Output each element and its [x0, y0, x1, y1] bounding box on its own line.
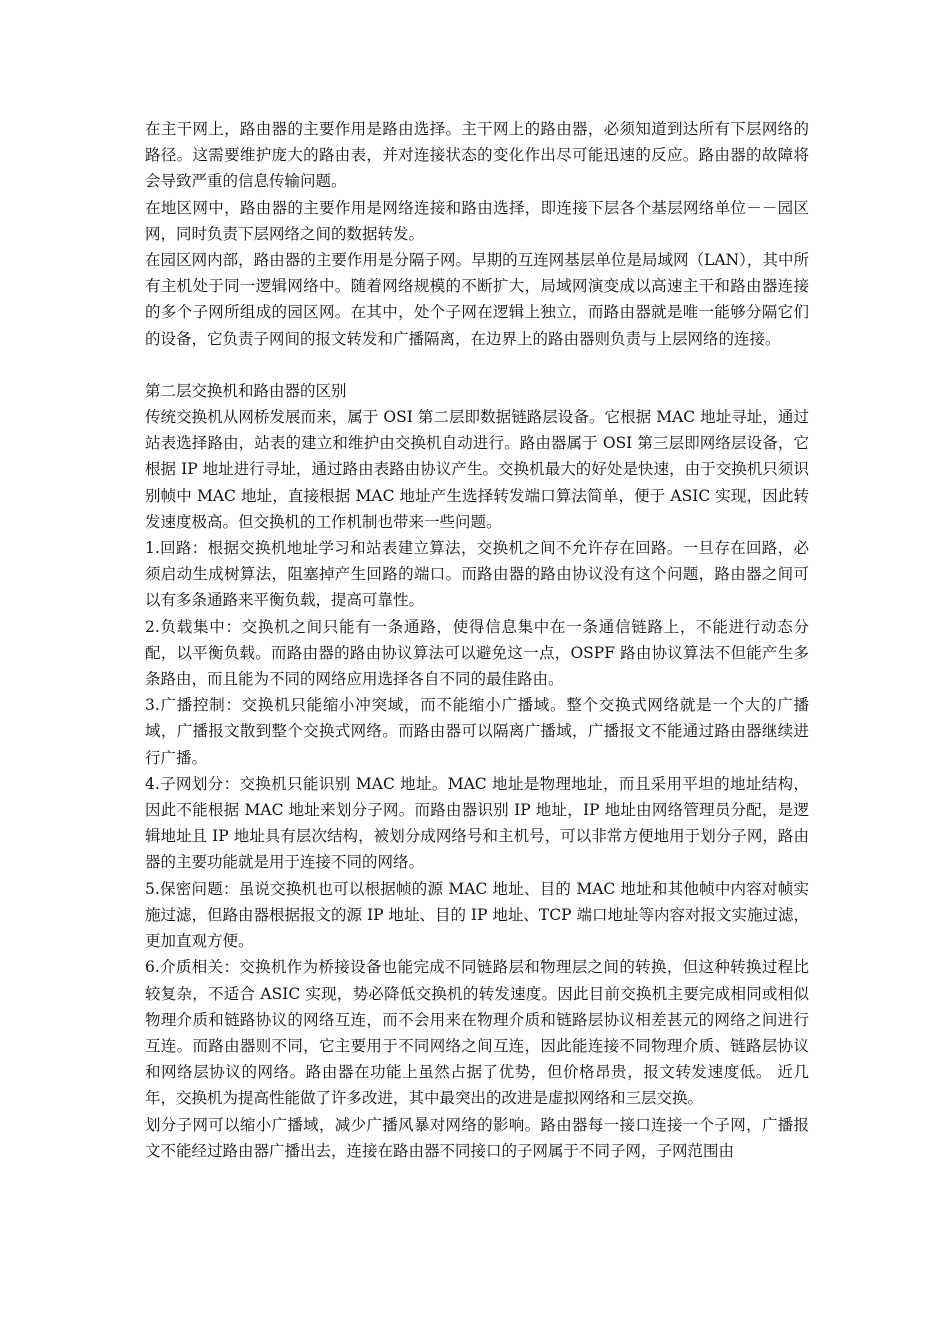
intro-paragraph-regional: 在地区网中，路由器的主要作用是网络连接和路由选择，即连接下层各个基层网络单位－－园区网，同时负责下层网络之间的数据转发。 [145, 198, 809, 243]
section-paragraph-security: 5.保密问题：虽说交换机也可以根据帧的源 MAC 地址、目的 MAC 地址和其他帧中内容对帧实施过滤，但路由器根据报文的源 IP 地址、目的 IP 地址、TCP 端口地址等内容对报文实施过滤，更加直观方便。 [145, 879, 809, 951]
document-page [145, 116, 809, 1164]
paragraph-gap [145, 352, 809, 378]
section-paragraph-subnet: 4.子网划分：交换机只能识别 MAC 地址。MAC 地址是物理地址，而且采用平坦的地址结构，因此不能根据 MAC 地址来划分子网。而路由器识别 IP 地址，IP 地址由网络管理员分配，是逻辑地址且 IP 地址具有层次结构，被划分成网络号和主机号，可以非常方便地用于划分子网，路由器的主要功能就是用于连接不同的网络。 [145, 774, 809, 872]
intro-paragraph-backbone: 在主干网上，路由器的主要作用是路由选择。主干网上的路由器，必须知道到达所有下层网络的路径。这需要维护庞大的路由表，并对连接状态的变化作出尽可能迅速的反应。路由器的故障将会导致严重的信息传输问题。 [145, 120, 809, 191]
section-paragraph-loop: 1.回路：根据交换机地址学习和站表建立算法，交换机之间不允许存在回路。一旦存在回路，必须启动生成树算法，阻塞掉产生回路的端口。而路由器的路由协议没有这个问题，路由器之间可以有多条通路来平衡负载，提高可靠性。 [145, 539, 809, 610]
section-paragraph-load: 2.负载集中：交换机之间只能有一条通路，使得信息集中在一条通信链路上，不能进行动态分配，以平衡负载。而路由器的路由协议算法可以避免这一点，OSPF 路由协议算法不但能产生多条路由，而且能为不同的网络应用选择各自不同的最佳路由。 [145, 617, 809, 689]
section-paragraph-overview: 传统交换机从网桥发展而来，属于 OSI 第二层即数据链路层设备。它根据 MAC 地址寻址，通过站表选择路由，站表的建立和维护由交换机自动进行。路由器属于 OSI 第三层即网络层设备，它根据 IP 地址进行寻址，通过路由表路由协议产生。交换机最大的好处是快速，由于交换机只须识别帧中 MAC 地址，直接根据 MAC 地址产生选择转发端口算法简单，便于 ASIC 实现，因此转发速度极高。但交换机的工作机制也带来一些问题。 [145, 408, 809, 531]
section-paragraph-medium: 6.介质相关：交换机作为桥接设备也能完成不同链路层和物理层之间的转换，但这种转换过程比较复杂，不适合 ASIC 实现，势必降低交换机的转发速度。因此目前交换机主要完成相同或相似物理介质和链路协议的网络互连，而不会用来在物理介质和链路层协议相差甚元的网络之间进行互连。而路由器则不同，它主要用于不同网络之间互连，因此能连接不同物理介质、链路层协议和网络层协议的网络。路由器在功能上虽然占据了优势，但价格昂贵，报文转发速度低。 近几年，交换机为提高性能做了许多改进，其中最突出的改进是虚拟网络和三层交换。 [145, 958, 809, 1108]
section-paragraph-broadcast: 3.广播控制：交换机只能缩小冲突域，而不能缩小广播域。整个交换式网络就是一个大的广播域，广播报文散到整个交换式网络。而路由器可以隔离广播域，广播报文不能通过路由器继续进行广播。 [145, 696, 809, 767]
intro-paragraph-campus: 在园区网内部，路由器的主要作用是分隔子网。早期的互连网基层单位是局域网（LAN），其中所有主机处于同一逻辑网络中。随着网络规模的不断扩大，局域网演变成以高速主干和路由器连接的多个子网所组成的园区网。在其中，处个子网在逻辑上独立，而路由器就是唯一能够分隔它们的设备，它负责子网间的报文转发和广播隔离，在边界上的路由器则负责与上层网络的连接。 [145, 251, 809, 348]
section-paragraph-broadcast-domain: 划分子网可以缩小广播域，减少广播风暴对网络的影响。路由器每一接口连接一个子网，广播报文不能经过路由器广播出去，连接在路由器不同接口的子网属于不同子网，子网范围由 [145, 1115, 809, 1160]
section-heading: 第二层交换机和路由器的区别 [145, 381, 347, 400]
